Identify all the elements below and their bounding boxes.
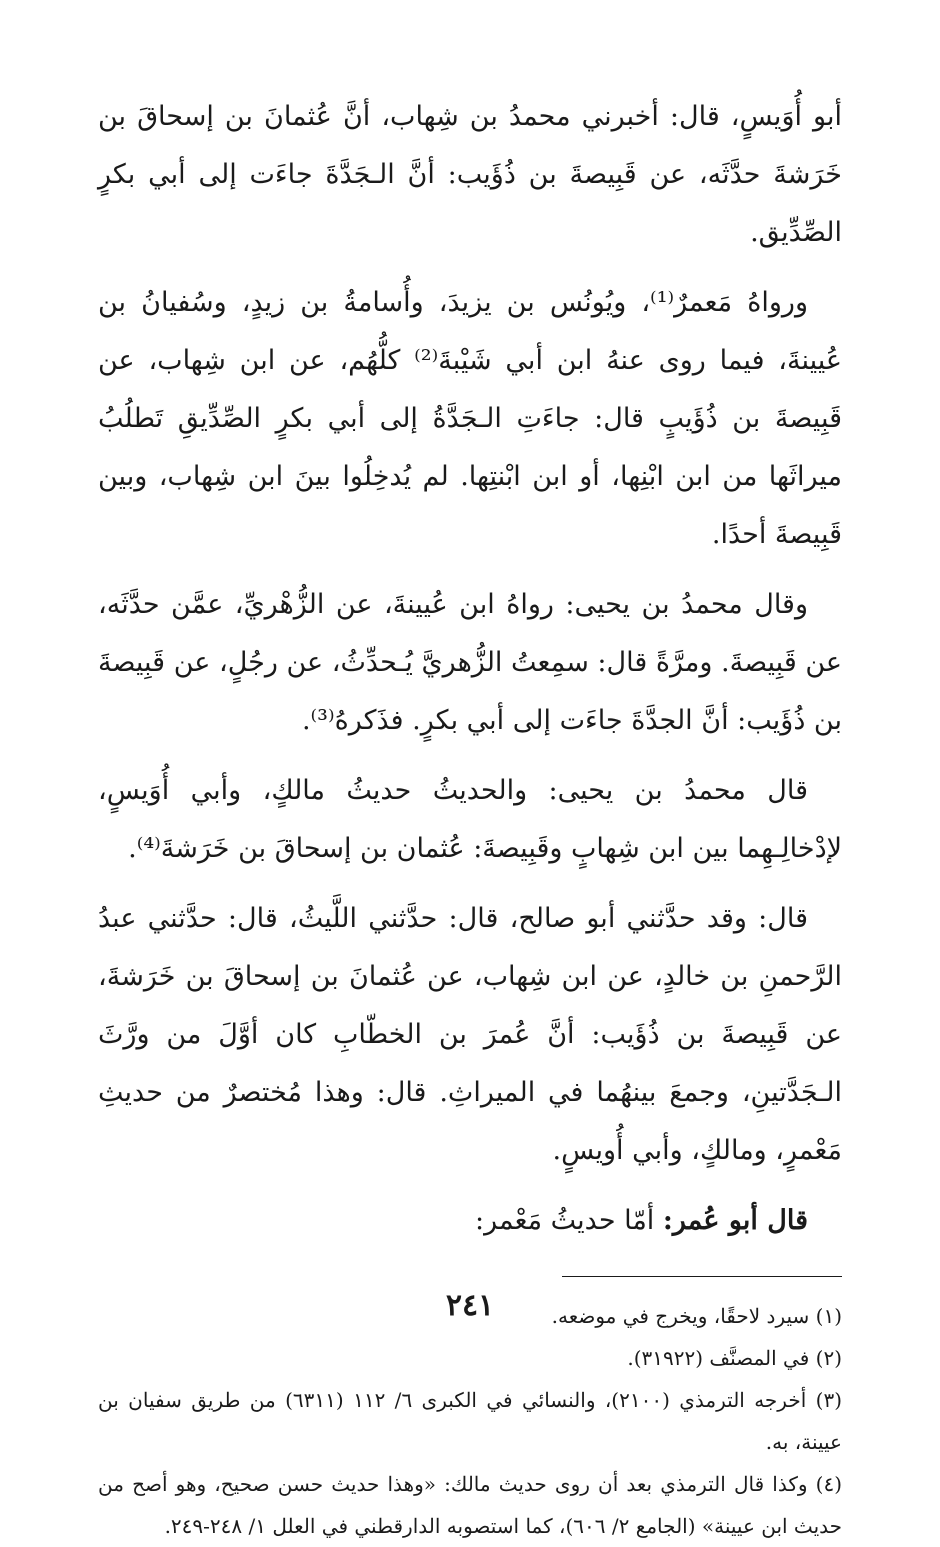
section-heading bbox=[98, 1192, 842, 1250]
footnote-2: (٢) في المصنَّف (٣١٩٢٢). bbox=[627, 1346, 842, 1370]
heading-bold: قال أبو عُمر: bbox=[662, 1205, 808, 1236]
paragraph-5: قال: وقد حدَّثني أبو صالح، قال: حدَّثني اللَّيثُ، قال: حدَّثني عبدُ الرَّحمنِ بن خالدٍ، عن ابن شِهاب، عن عُثمانَ بن إسحاقَ بن خَرَشةَ، عن قَبِيصةَ بن ذُؤَيب: أنَّ عُمرَ بن الخطّابِ كان أوَّلَ من ورَّثَ الـجَدَّتينِ، وجمعَ بينهُما في الميراثِ. قال: وهذا مُختصرٌ من حديثِ مَعْمرٍ، ومالكٍ، وأبي أُويسٍ. bbox=[98, 903, 842, 1166]
footnotes bbox=[98, 1295, 842, 1547]
footnote-1: (١) سيرد لاحقًا، ويخرج في موضعه. bbox=[551, 1304, 842, 1328]
separator-line bbox=[562, 1276, 842, 1277]
main-text bbox=[98, 88, 842, 1250]
paragraph-3: وقال محمدُ بن يحيى: رواهُ ابن عُيينةَ، عن الزُّهْريِّ، عمَّن حدَّثَه، عن قَبِيصةَ. ومرَّةً قال: سمِعتُ الزُّهريَّ يُـحدِّثُ، عن رجُلٍ، عن قَبِيصةَ بن ذُؤَيب: أنَّ الجدَّةَ جاءَت إلى أبي بكرٍ. فذَكرهُ⁽³⁾. bbox=[98, 589, 842, 736]
footnote-4: (٤) وكذا قال الترمذي بعد أن روى حديث مالك: «وهذا حديث حسن صحيح، وهو أصح من حديث ابن عيينة» (الجامع ٢/ ٦٠٦)، كما استصوبه الدارقطني في العلل ١/ ٢٤٨-٢٤٩. bbox=[98, 1472, 842, 1538]
paragraph-1: أبو أُوَيسٍ، قال: أخبرني محمدُ بن شِهاب، أنَّ عُثمانَ بن إسحاقَ بن خَرَشةَ حدَّثَه، عن قَبِيصةَ بن ذُؤَيب: أنَّ الـجَدَّةَ جاءَت إلى أبي بكرٍ الصِّدِّيق. bbox=[98, 101, 842, 248]
heading-rest: أمّا حديثُ مَعْمر: bbox=[474, 1205, 663, 1236]
footnote-3: (٣) أخرجه الترمذي (٢١٠٠)، والنسائي في الكبرى ٦/ ١١٢ (٦٣١١) من طريق سفيان بن عيينة، به. bbox=[98, 1388, 842, 1454]
paragraph-2: ورواهُ مَعمرٌ⁽¹⁾، ويُونُس بن يزيدَ، وأُسامةُ بن زيدٍ، وسُفيانُ بن عُيينةَ، فيما روى عنهُ ابن أبي شَيْبةَ⁽²⁾ كلُّهُم، عن ابن شِهاب، عن قَبِيصةَ بن ذُؤَيبٍ قال: جاءَتِ الـجَدَّةُ إلى أبي بكرٍ الصِّدِّيقِ تَطلُبُ ميراثَها من ابن ابْنِها، أو ابن ابْنتِها. لم يُدخِلُوا بينَ ابن شِهاب، وبين قَبِيصةَ أحدًا. bbox=[98, 287, 843, 550]
paragraph-4: قال محمدُ بن يحيى: والحديثُ حديثُ مالكٍ، وأبي أُوَيسٍ، لإدْخالِـهِما بين ابن شِهابٍ وقَبِيصةَ: عُثمان بن إسحاقَ بن خَرَشةَ⁽⁴⁾. bbox=[98, 775, 842, 864]
page-number: ٢٤١ bbox=[445, 1288, 495, 1323]
